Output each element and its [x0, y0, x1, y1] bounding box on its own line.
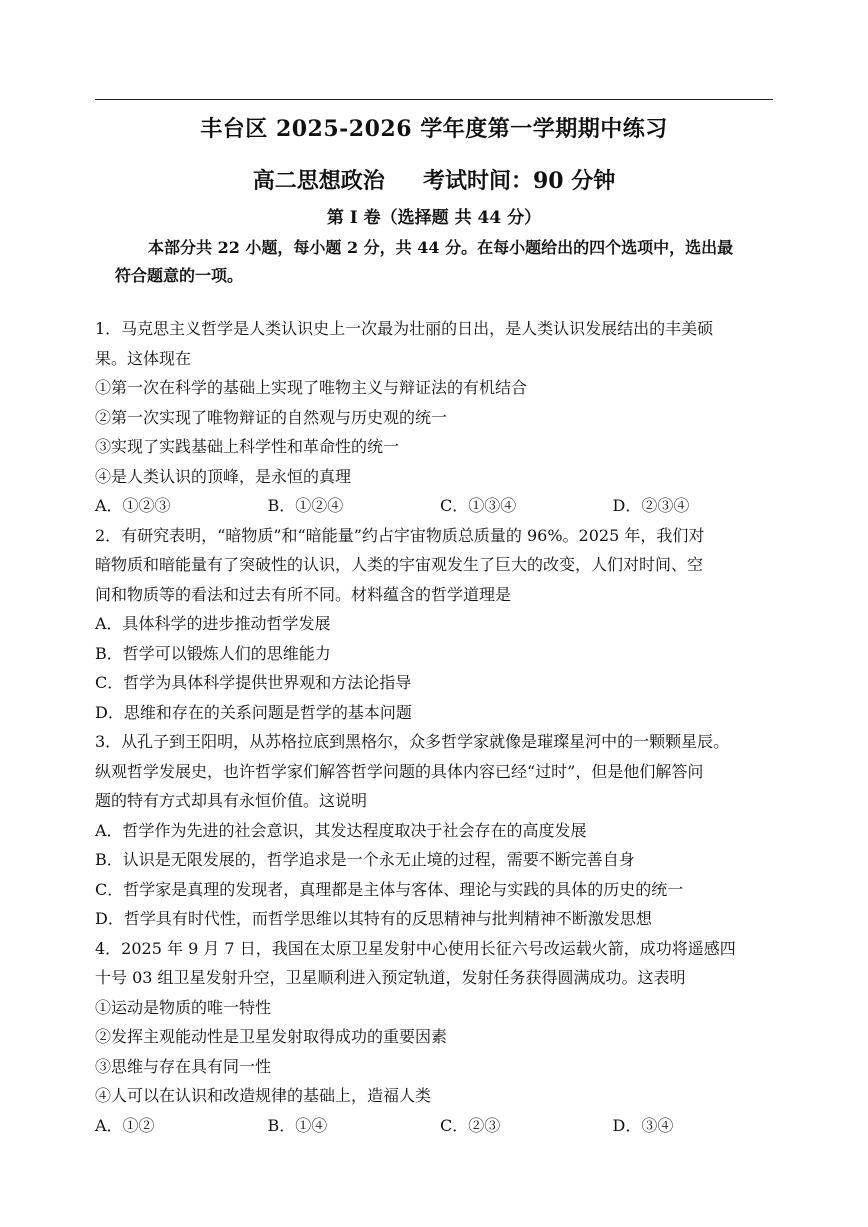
- answer-option-a: A．哲学作为先进的社会意识，其发达程度取决于社会存在的高度发展: [95, 820, 587, 840]
- question-2: [95, 521, 785, 728]
- answer-option-c: C．哲学为具体科学提供世界观和方法论指导: [95, 673, 412, 692]
- question-stem-line: 间和物质等的看法和过去有所不同。材料蕴含的哲学道理是: [95, 584, 512, 604]
- answer-options: [95, 1111, 785, 1141]
- question-statement: ②第一次实现了唯物辩证的自然观与历史观的统一: [95, 407, 448, 427]
- question-statement: ②发挥主观能动性是卫星发射取得成功的重要因素: [95, 1027, 448, 1046]
- answer-option-c: C．②③: [440, 1115, 501, 1135]
- question-statement: ①运动是物质的唯一特性: [95, 997, 272, 1017]
- question-1: [95, 314, 785, 521]
- answer-option-b: B．①②④: [267, 496, 344, 515]
- question-statement: ④是人类认识的顶峰，是永恒的真理: [95, 466, 352, 486]
- question-statement: ③思维与存在具有同一性: [95, 1056, 272, 1076]
- question-stem-line: 十号 03 组卫星发射升空，卫星顺利进入预定轨道，发射任务获得圆满成功。这表明: [95, 968, 686, 987]
- exam-subtitle: 高二思想政治 考试时间：90 分钟: [252, 168, 616, 194]
- answer-options: [95, 491, 785, 521]
- instruction-line: 本部分共 22 小题，每小题 2 分，共 44 分。在每小题给出的四个选项中，选出最: [148, 238, 734, 257]
- answer-option-b: B．认识是无限发展的，哲学追求是一个永无止境的过程，需要不断完善自身: [95, 850, 635, 869]
- question-statement: ④人可以在认识和改造规律的基础上，造福人类: [95, 1086, 432, 1105]
- instruction-line: 符合题意的一项。: [115, 266, 244, 285]
- section-instruction: [115, 234, 785, 290]
- answer-option-a: A．①②: [95, 1115, 155, 1135]
- answer-option-d: D．哲学具有时代性，而哲学思维以其特有的反思精神与批判精神不断激发思想: [95, 909, 652, 928]
- answer-option-b: B．哲学可以锻炼人们的思维能力: [95, 643, 331, 663]
- answer-option-b: B．①④: [267, 1115, 328, 1135]
- answer-option-c: C．①③④: [440, 496, 517, 515]
- answer-option-d: D．思维和存在的关系问题是哲学的基本问题: [95, 702, 412, 722]
- question-stem-line: 4．2025 年 9 月 7 日，我国在太原卫星发射中心使用长征六号改运载火箭，成功将遥感四: [95, 938, 736, 958]
- question-stem-line: 纵观哲学发展史，也许哲学家们解答哲学问题的具体内容已经“过时”，但是他们解答问: [95, 761, 704, 781]
- question-4: [95, 934, 785, 1141]
- answer-option-c: C．哲学家是真理的发现者，真理都是主体与客体、理论与实践的具体的历史的统一: [95, 879, 684, 899]
- answer-option-d: D．③④: [612, 1115, 674, 1135]
- question-stem-line: 3．从孔子到王阳明，从苏格拉底到黑格尔，众多哲学家就像是璀璨星河中的一颗颗星辰。: [95, 732, 730, 751]
- answer-option-d: D．②③④: [612, 496, 690, 515]
- answer-option-a: A．具体科学的进步推动哲学发展: [95, 614, 331, 633]
- question-stem-line: 2．有研究表明，“暗物质”和“暗能量”约占宇宙物质总质量的 96%。2025 年，我们对: [95, 525, 705, 545]
- question-stem-line: 题的特有方式却具有永恒价值。这说明: [95, 791, 368, 810]
- top-rule: [95, 99, 773, 100]
- question-3: [95, 727, 785, 934]
- question-list: [95, 314, 785, 1140]
- answer-option-a: A．①②③: [95, 496, 171, 515]
- page-title: 丰台区 2025-2026 学年度第一学期期中练习: [200, 116, 668, 142]
- question-stem-line: 1．马克思主义哲学是人类认识史上一次最为壮丽的日出，是人类认识发展结出的丰美硕: [95, 319, 714, 338]
- question-stem-line: 暗物质和暗能量有了突破性的认识，人类的宇宙观发生了巨大的改变，人们对时间、空: [95, 555, 704, 574]
- question-stem-line: 果。这体现在: [95, 348, 192, 368]
- question-statement: ③实现了实践基础上科学性和革命性的统一: [95, 437, 400, 456]
- section-heading: 第 I 卷（选择题 共 44 分）: [326, 208, 542, 228]
- question-statement: ①第一次在科学的基础上实现了唯物主义与辩证法的有机结合: [95, 378, 528, 397]
